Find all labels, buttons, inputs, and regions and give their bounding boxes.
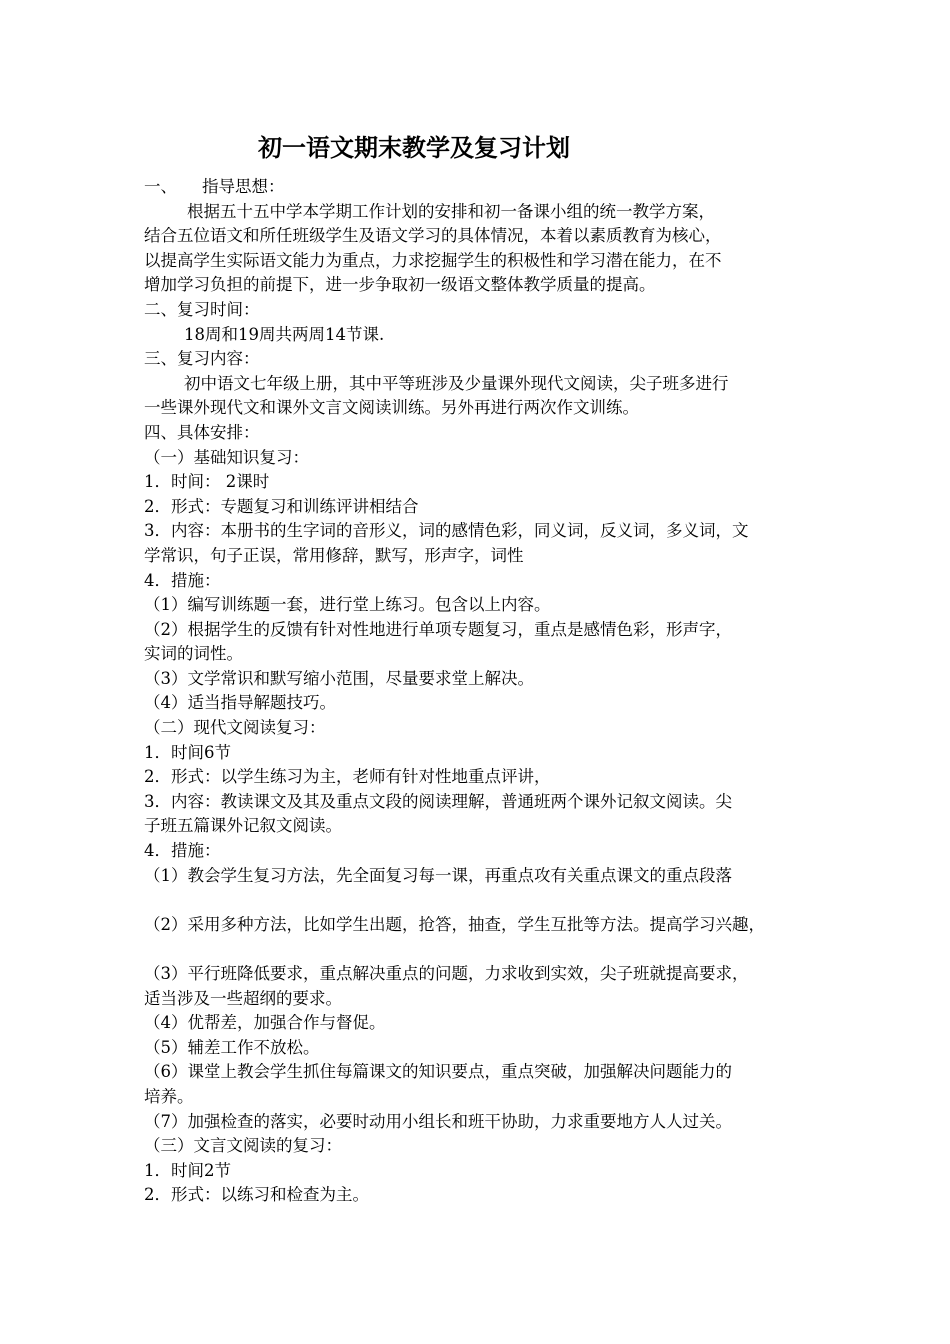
list-item: 3．内容：本册书的生字词的音形义，词的感情色彩，同义词，反义词，多义词，文: [144, 521, 749, 541]
section-heading-review-content: 三、复习内容：: [144, 349, 260, 369]
paragraph-line: 18周和19周共两周14节课.: [184, 324, 385, 344]
paragraph-line: 增加学习负担的前提下，进一步争取初一级语文整体教学质量的提高。: [144, 275, 656, 295]
list-item-continuation: 实词的词性。: [144, 644, 243, 664]
section-heading-arrangement: 四、具体安排：: [144, 422, 260, 442]
section-heading-text: 指导思想：: [202, 177, 285, 196]
list-item: （7）加强检查的落实，必要时动用小组长和班干协助，力求重要地方人人过关。: [144, 1111, 732, 1131]
paragraph-line: 以提高学生实际语文能力为重点，力求挖掘学生的积极性和学习潜在能力，在不: [144, 250, 722, 270]
subsection-heading: （三）文言文阅读的复习：: [144, 1136, 342, 1156]
list-item: （3）文学常识和默写缩小范围，尽量要求堂上解决。: [144, 668, 534, 688]
list-item: 4．措施：: [144, 841, 221, 861]
section-number: 一、: [144, 177, 177, 196]
paragraph-line: 一些课外现代文和课外文言文阅读训练。另外再进行两次作文训练。: [144, 398, 639, 418]
list-item: 1．时间： 2课时: [144, 472, 270, 492]
list-item: （2）采用多种方法，比如学生出题，抢答，抽查，学生互批等方法。提高学习兴趣，: [144, 914, 765, 934]
list-item: 1．时间2节: [144, 1160, 231, 1180]
list-item: （4）适当指导解题技巧。: [144, 693, 336, 713]
section-heading-guiding-thought: [144, 175, 814, 200]
section-heading-review-time: 二、复习时间：: [144, 299, 260, 319]
list-item: （6）课堂上教会学生抓住每篇课文的知识要点，重点突破，加强解决问题能力的: [144, 1062, 732, 1082]
list-item: （5）辅差工作不放松。: [144, 1037, 320, 1057]
list-item: 3．内容：教读课文及其及重点文段的阅读理解，普通班两个课外记叙文阅读。尖: [144, 791, 732, 811]
paragraph-line: 结合五位语文和所任班级学生及语文学习的具体情况，本着以素质教育为核心，: [144, 226, 722, 246]
list-item: 2．形式：以练习和检查为主。: [144, 1185, 369, 1205]
list-item: 2．形式：专题复习和训练评讲相结合: [144, 496, 419, 516]
list-item-continuation: 子班五篇课外记叙文阅读。: [144, 816, 342, 836]
list-item-continuation: 培养。: [144, 1086, 194, 1106]
list-item: （4）优帮差，加强合作与督促。: [144, 1013, 386, 1033]
list-item: 2．形式：以学生练习为主，老师有针对性地重点评讲，: [144, 767, 551, 787]
paragraph-line: 根据五十五中学本学期工作计划的安排和初一备课小组的统一教学方案，: [187, 201, 715, 221]
list-item: （1）编写训练题一套，进行堂上练习。包含以上内容。: [144, 595, 551, 615]
list-item: 4．措施：: [144, 570, 221, 590]
list-item-continuation: 适当涉及一些超纲的要求。: [144, 988, 342, 1008]
document-body: [144, 175, 814, 1208]
list-item: 1．时间6节: [144, 742, 231, 762]
document-title: 初一语文期末教学及复习计划: [258, 134, 570, 162]
list-item: （3）平行班降低要求，重点解决重点的问题，力求收到实效，尖子班就提高要求，: [144, 964, 749, 983]
list-item: （2）根据学生的反馈有针对性地进行单项专题复习，重点是感情色彩，形声字，: [144, 619, 732, 639]
subsection-heading: （一）基础知识复习：: [144, 447, 309, 467]
list-item-continuation: 学常识，句子正误，常用修辞，默写，形声字，词性: [144, 545, 524, 565]
subsection-heading: （二）现代文阅读复习：: [144, 718, 326, 738]
list-item: （1）教会学生复习方法，先全面复习每一课，再重点攻有关重点课文的重点段落: [144, 865, 732, 885]
paragraph-line: 初中语文七年级上册，其中平等班涉及少量课外现代文阅读，尖子班多进行: [184, 373, 729, 393]
